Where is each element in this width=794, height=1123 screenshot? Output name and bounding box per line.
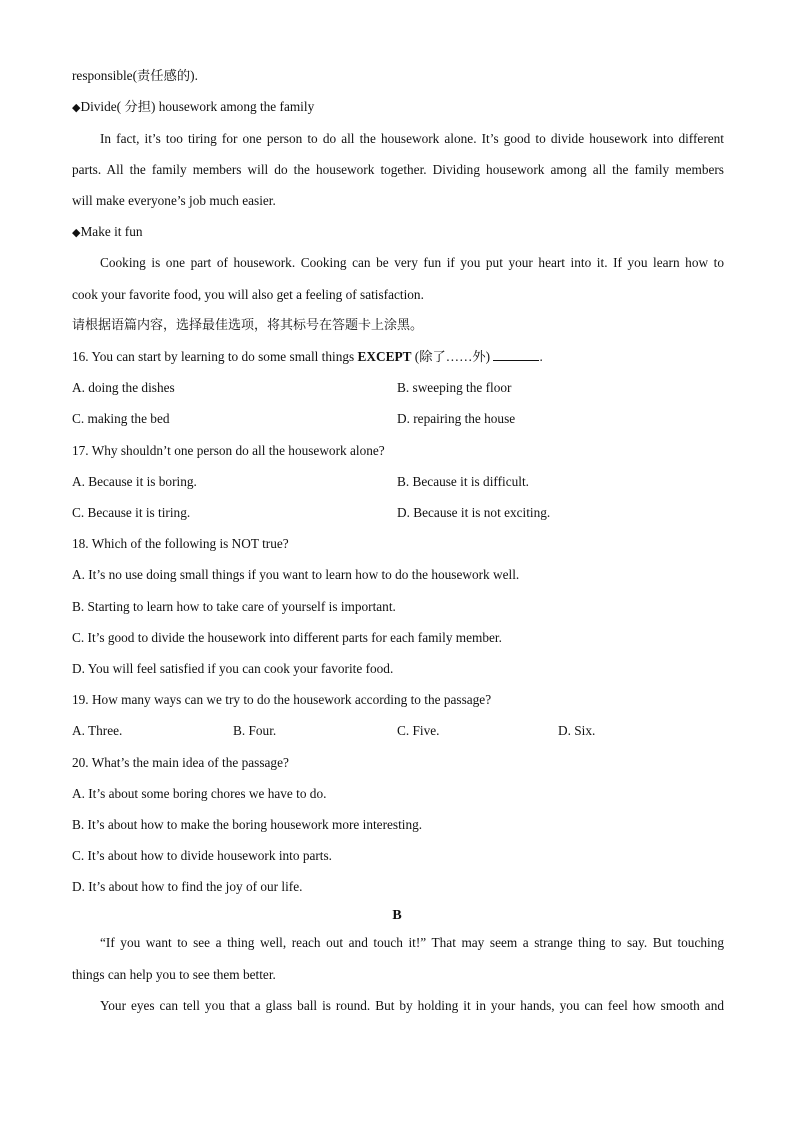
option-d: D. Six. xyxy=(558,723,596,738)
instruction-text: 请根据语篇内容，选择最佳选项，将其标号在答题卡上涂黑。 xyxy=(72,318,424,333)
option-a: A. Because it is boring. xyxy=(72,474,197,489)
heading-text: Divide( 分担) housework among the family xyxy=(80,99,315,114)
section-heading-fun xyxy=(72,223,724,242)
option-c: C. Five. xyxy=(397,723,440,738)
option-d: D. repairing the house xyxy=(397,411,516,426)
section-heading-b: B xyxy=(392,908,402,923)
option-b: B. Four. xyxy=(233,723,277,738)
option-c: C. making the bed xyxy=(72,411,170,426)
stem-text: . xyxy=(539,349,543,364)
option-c: C. It’s about how to divide housework into parts. xyxy=(72,848,333,863)
option-a: A. doing the dishes xyxy=(72,380,175,395)
passage-text-line: parts. All the family members will do the housework together. Dividing housework among all the family members xyxy=(72,162,724,177)
passage-text-line: responsible(责任感的). xyxy=(72,68,198,83)
passage-text-line: will make everyone’s job much easier. xyxy=(72,193,276,208)
option-d: D. Because it is not exciting. xyxy=(397,505,551,520)
passage-text-line: cook your favorite food, you will also get a feeling of satisfaction. xyxy=(72,287,424,302)
question-20-stem: 20. What’s the main idea of the passage? xyxy=(72,755,289,770)
option-a: A. Three. xyxy=(72,723,123,738)
passage-text-line: “If you want to see a thing well, reach out and touch it!” That may seem a strange thing to say. But touching xyxy=(100,935,724,950)
option-b: B. It’s about how to make the boring housework more interesting. xyxy=(72,817,423,832)
stem-text: 16. You can start by learning to do some small things xyxy=(72,349,358,364)
question-17-stem: 17. Why shouldn’t one person do all the housework alone? xyxy=(72,443,385,458)
section-heading-divide xyxy=(72,98,724,117)
heading-text: Make it fun xyxy=(80,224,143,239)
question-18-stem: 18. Which of the following is NOT true? xyxy=(72,536,289,551)
option-d: D. You will feel satisfied if you can cook your favorite food. xyxy=(72,661,394,676)
option-a: A. It’s no use doing small things if you want to learn how to do the housework well. xyxy=(72,567,520,582)
option-b: B. Starting to learn how to take care of yourself is important. xyxy=(72,599,396,614)
diamond-bullet-icon: ◆ xyxy=(72,226,81,239)
answer-blank xyxy=(493,348,539,361)
passage-text-line: Your eyes can tell you that a glass ball is round. But by holding it in your hands, you can feel how smooth and xyxy=(100,998,724,1013)
option-b: B. Because it is difficult. xyxy=(397,474,529,489)
question-16-stem xyxy=(72,348,724,366)
stem-bold-keyword: EXCEPT xyxy=(357,349,412,364)
passage-text-line: Cooking is one part of housework. Cooking can be very fun if you put your heart into it. If you learn how to xyxy=(100,255,724,270)
question-19-stem: 19. How many ways can we try to do the housework according to the passage? xyxy=(72,692,492,707)
diamond-bullet-icon: ◆ xyxy=(72,101,81,114)
stem-text: (除了……外) xyxy=(411,349,494,364)
option-d: D. It’s about how to find the joy of our life. xyxy=(72,879,303,894)
option-b: B. sweeping the floor xyxy=(397,380,512,395)
passage-text-line: In fact, it’s too tiring for one person to do all the housework alone. It’s good to divide housework into different xyxy=(100,131,724,146)
option-a: A. It’s about some boring chores we have to do. xyxy=(72,786,327,801)
option-c: C. It’s good to divide the housework into different parts for each family member. xyxy=(72,630,502,645)
option-c: C. Because it is tiring. xyxy=(72,505,191,520)
passage-text-line: things can help you to see them better. xyxy=(72,967,276,982)
